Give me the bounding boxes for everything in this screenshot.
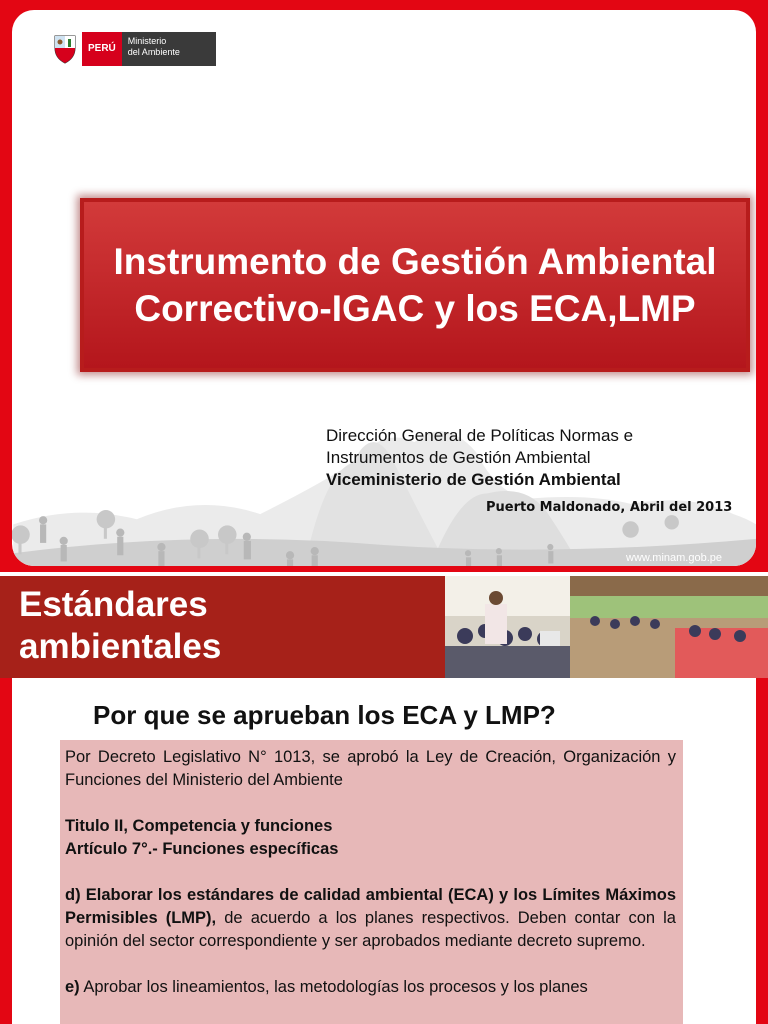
function-e-rest: Aprobar los lineamientos, las metodologías los procesos y los planes [79,978,588,996]
content-slide [0,576,768,1024]
meeting-photo [445,576,768,678]
logo-ministry-label [122,32,216,66]
peru-coat-of-arms-icon [52,34,78,64]
question-heading: Por que se aprueban los ECA y LMP? [93,700,556,730]
header-title-box [0,576,445,678]
legal-text-box [60,740,683,1024]
minam-logo [52,32,216,66]
subtitle-block [326,425,746,491]
title-slide-panel [12,10,756,566]
title-article-paragraph [65,815,676,861]
subtitle-line2: Instrumentos de Gestión Ambiental [326,448,591,467]
logo-ministry-line2: del Ambiente [127,47,180,57]
legal-text [65,746,676,1022]
title-line: Titulo II, Competencia y funciones [65,817,333,835]
function-d-rest: de acuerdo a los planes respectivos. Deben contar con la opinión del sector correspondiente y ser aprobados mediante decreto supremo. [65,909,676,950]
article-line: Artículo 7°.- Funciones específicas [65,840,339,858]
website-url: www.minam.gob.pe [626,552,722,564]
function-d-paragraph [65,884,676,953]
subtitle-vice-ministry: Viceministerio de Gestión Ambiental [326,470,621,489]
presentation-title: Instrumento de Gestión Ambiental Correctivo-IGAC y los ECA,LMP [113,241,717,329]
function-e-paragraph [65,976,676,999]
function-e-bold: e) [65,978,80,996]
header-band [0,576,768,678]
subtitle-line1: Dirección General de Políticas Normas e [326,426,634,445]
title-box [80,198,750,372]
function-d-bold: d) Elaborar los estándares de calidad ambiental (ECA) y los Límites Máximos Permisibles (LMP), [65,886,676,927]
logo-peru-label: PERÚ [82,32,122,66]
decree-paragraph: Por Decreto Legislativo N° 1013, se aprobó la Ley de Creación, Organización y Funciones del Ministerio del Ambiente [65,748,676,789]
place-date: Puerto Maldonado, Abril del 2013 [486,500,733,515]
section-title: Estándares ambientales [19,585,222,666]
logo-ministry-line1: Ministerio [127,36,167,46]
